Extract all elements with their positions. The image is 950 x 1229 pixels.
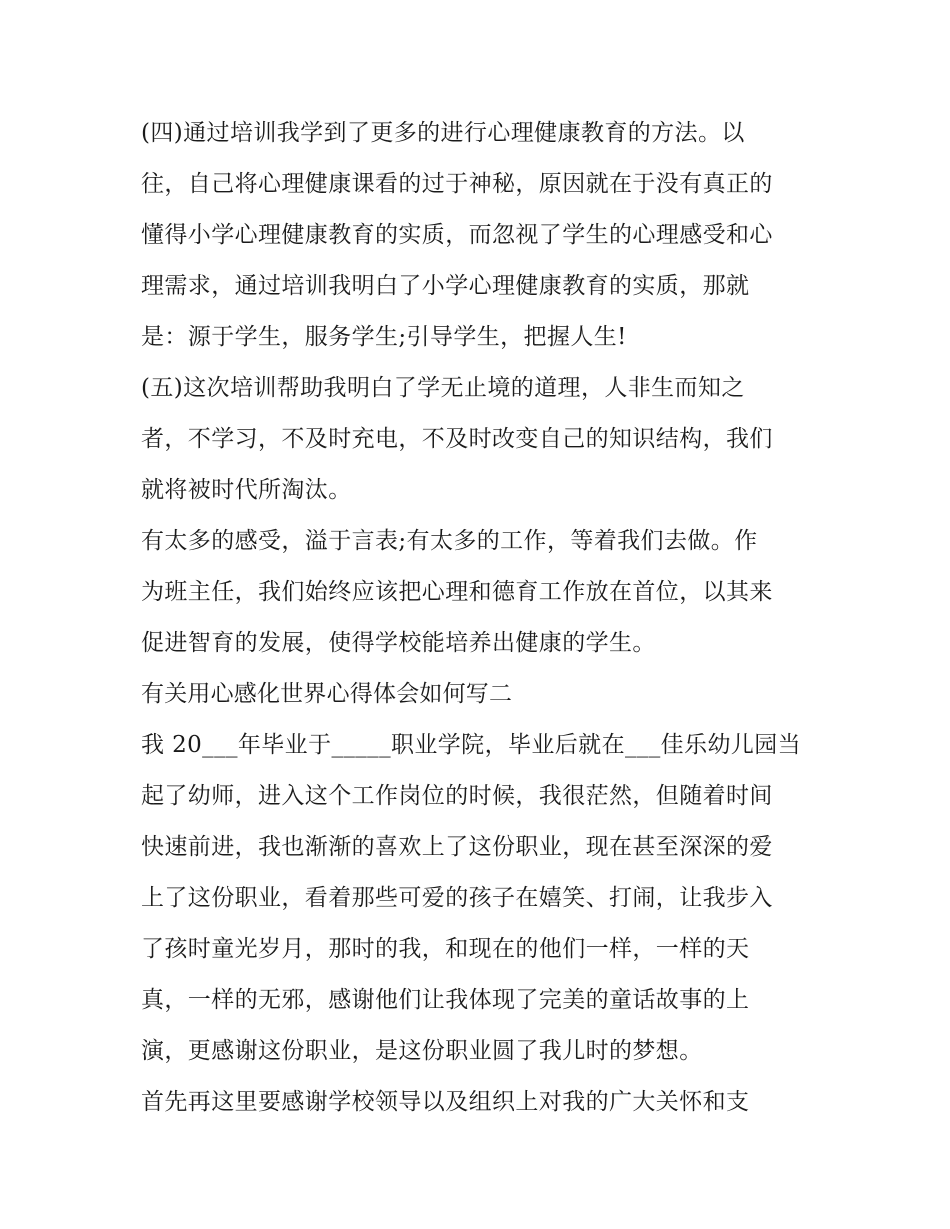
text-line: 就将被时代所淘汰。 xyxy=(141,477,352,503)
text-line: 理需求，通过培训我明白了小学心理健康教育的实质，那就 xyxy=(141,273,750,299)
text-line: 懂得小学心理健康教育的实质，而忽视了学生的心理感受和心 xyxy=(141,222,773,248)
text-line: (四)通过培训我学到了更多的进行心理健康教育的方法。以 xyxy=(141,120,745,146)
text-line: 往，自己将心理健康课看的过于神秘，原因就在于没有真正的 xyxy=(141,171,773,197)
text-line: 我 20___年毕业于_____职业学院，毕业后就在___佳乐幼儿园当 xyxy=(141,732,802,758)
text-line: 了孩时童光岁月，那时的我，和现在的他们一样，一样的天 xyxy=(141,936,750,962)
document-body xyxy=(141,108,821,1128)
text-line: (五)这次培训帮助我明白了学无止境的道理，人非生而知之 xyxy=(141,375,745,401)
text-line: 者，不学习，不及时充电，不及时改变自己的知识结构，我们 xyxy=(141,426,773,452)
text-line: 首先再这里要感谢学校领导以及组织上对我的广大关怀和支 xyxy=(141,1089,750,1115)
text-line: 演，更感谢这份职业，是这份职业圆了我儿时的梦想。 xyxy=(141,1038,703,1064)
text-line: 为班主任，我们始终应该把心理和德育工作放在首位，以其来 xyxy=(141,579,773,605)
text-line: 快速前进，我也渐渐的喜欢上了这份职业，现在甚至深深的爱 xyxy=(141,834,773,860)
text-line: 是：源于学生，服务学生;引导学生，把握人生! xyxy=(141,324,627,350)
text-line: 有太多的感受，溢于言表;有太多的工作，等着我们去做。作 xyxy=(141,528,758,554)
text-line: 起了幼师，进入这个工作岗位的时候，我很茫然，但随着时间 xyxy=(141,783,773,809)
text-line: 上了这份职业，看着那些可爱的孩子在嬉笑、打闹，让我步入 xyxy=(141,885,773,911)
section-heading: 有关用心感化世界心得体会如何写二 xyxy=(141,681,513,707)
text-line: 真，一样的无邪，感谢他们让我体现了完美的童话故事的上 xyxy=(141,987,750,1013)
text-line: 促进智育的发展，使得学校能培养出健康的学生。 xyxy=(141,630,656,656)
